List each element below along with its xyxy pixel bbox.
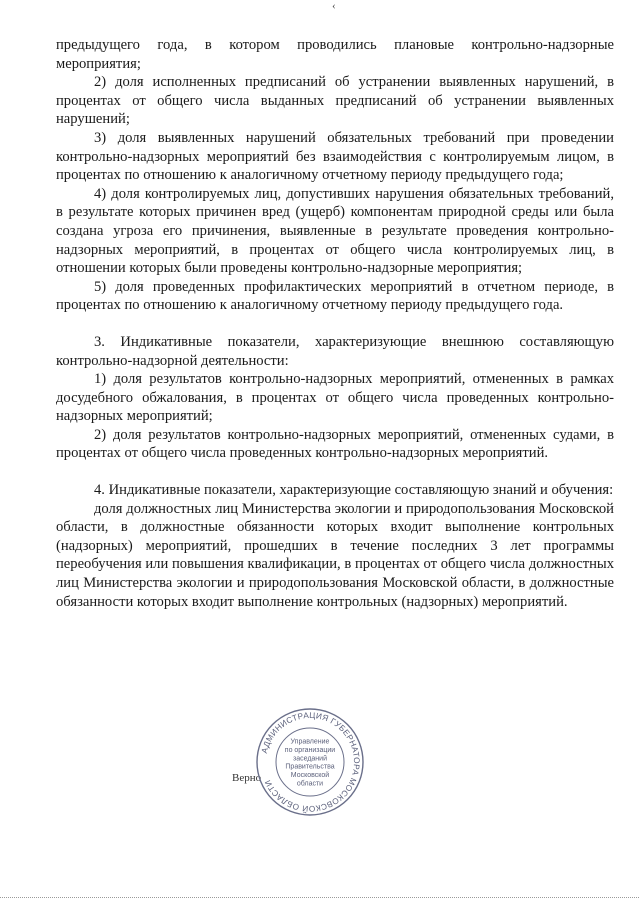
official-stamp <box>254 706 366 818</box>
svg-text:области: области <box>296 780 324 788</box>
paragraph-item-4: 4) доля контролируемых лиц, допустивших нарушения обязательных требований, в результате которых причинен вред (ущерб) компонентам природной среды или была создана угроза его причинения, выявленные в результате проведения контрольно-надзорных мероприятий, в процентах от общего числа контролируемых лиц, в отношении которых были проведены контрольно-надзорные мероприятия; <box>56 185 614 277</box>
paragraph-item-3: 3) доля выявленных нарушений обязательных требований при проведении контрольно-надзорных мероприятий без взаимодействия с контролируемым лицом, в процентах по отношению к аналогичному отчетному периоду предыдущего года; <box>56 129 614 184</box>
paragraph-section4-body: доля должностных лиц Министерства экологии и природопользования Московской области, в должностные обязанности которых входит выполнение контрольных (надзорных) мероприятий, прошедших в течение последних 3 лет программы переобучения или повышения квалификации, в процентах от общего числа должностных лиц Министерства экологии и природопользования Московской области, в должностные обязанности которых входит выполнение контрольных (надзорных) мероприятий. <box>56 500 614 610</box>
svg-text:Управление: Управление <box>290 738 330 746</box>
signature-label: Верно <box>232 772 262 784</box>
paragraph-continuation: предыдущего года, в котором проводились плановые контрольно-надзорные мероприятия; <box>56 37 614 72</box>
page-mark: ‹ <box>332 0 336 12</box>
document-body <box>56 36 614 611</box>
paragraph-section3-item-2: 2) доля результатов контрольно-надзорных мероприятий, отмененных судами, в процентах от общего числа проведенных контрольно-надзорных мероприятий. <box>56 426 614 462</box>
svg-text:Правительства: Правительства <box>285 763 335 771</box>
svg-text:по организации: по организации <box>284 746 336 754</box>
svg-text:заседаний: заседаний <box>292 755 328 763</box>
svg-text:АДМИНИСТРАЦИЯ ГУБЕРНАТОРА МОСК: АДМИНИСТРАЦИЯ ГУБЕРНАТОРА МОСКОВСКОЙ ОБЛАСТИ <box>259 710 362 814</box>
bottom-divider <box>0 897 639 898</box>
paragraph-item-2: 2) доля исполненных предписаний об устранении выявленных нарушений, в процентах от общего числа выданных предписаний об устранении выявленных нарушений; <box>56 74 614 128</box>
section-heading-4: 4. Индикативные показатели, характеризующие составляющую знаний и обучения: <box>94 482 614 499</box>
section-heading-3: 3. Индикативные показатели, характеризующие внешнюю составляющую контрольно-надзорной деятельности: <box>56 333 614 369</box>
paragraph-item-5: 5) доля проведенных профилактических мероприятий в отчетном периоде, в процентах по отношению к аналогичному отчетному периоду предыдущего года. <box>56 278 614 314</box>
svg-text:Московской: Московской <box>290 772 330 780</box>
paragraph-section3-item-1: 1) доля результатов контрольно-надзорных мероприятий, отмененных в рамках досудебного обжалования, в процентах от общего числа проведенных контрольно-надзорных мероприятий; <box>56 371 614 425</box>
